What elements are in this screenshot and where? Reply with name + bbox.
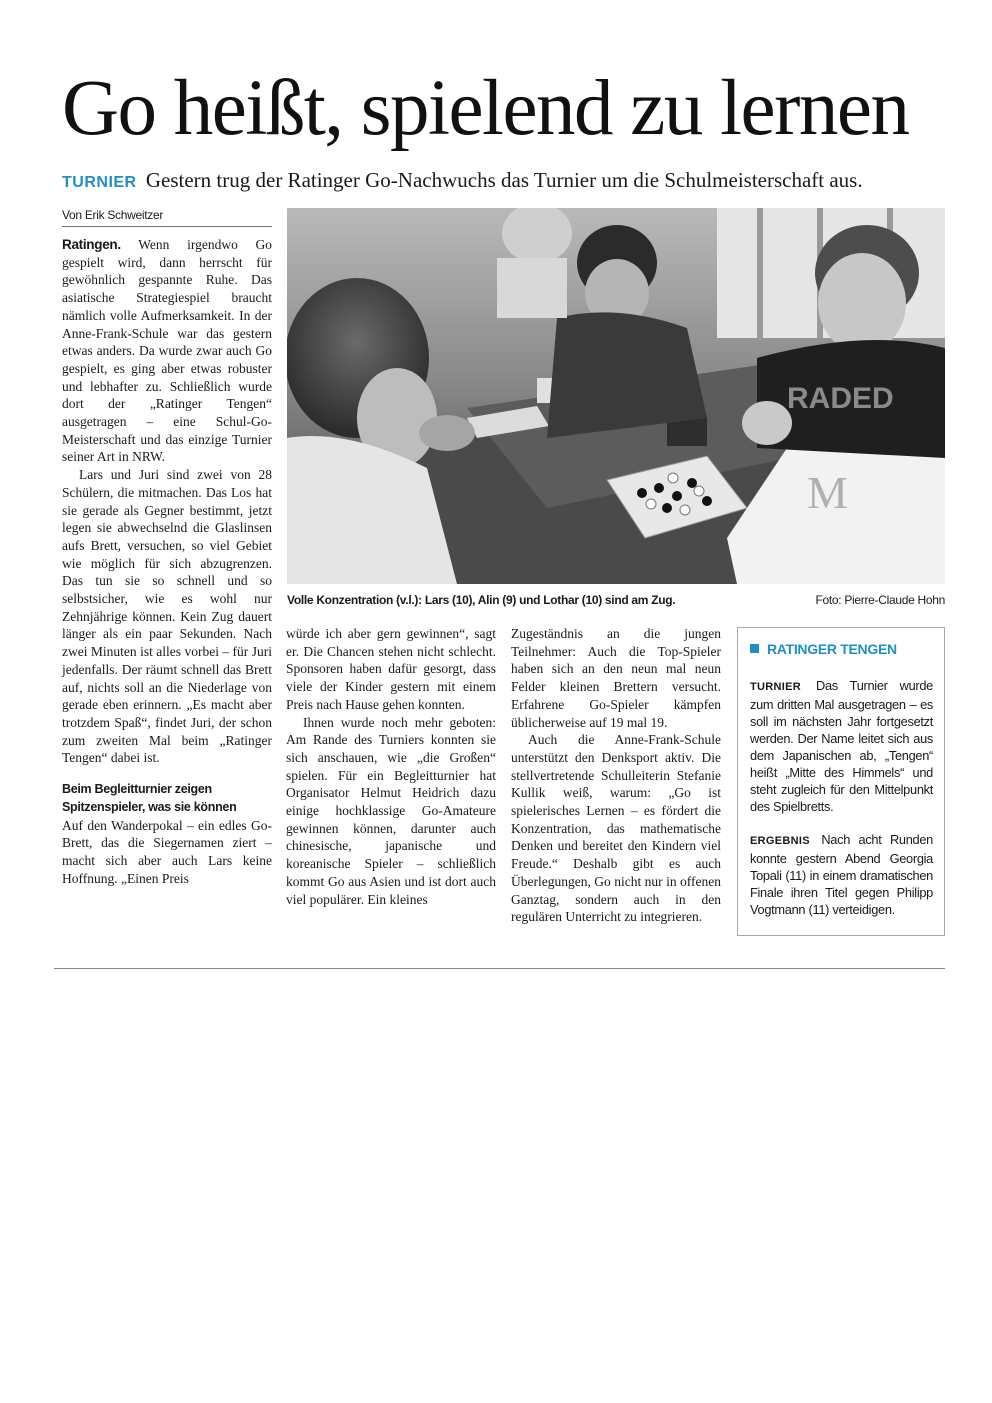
article-paragraph-3-start: Auf den Wanderpokal – ein edles Go-Brett, das die Siegernamen ziert – macht sich aber auch Lars keine Hoffnung. „Einen Preis (62, 817, 272, 886)
svg-text:RADED: RADED (787, 382, 894, 415)
article-column-1 (62, 236, 272, 887)
article-paragraph-1: Wenn irgendwo Go gespielt wird, dann herrscht für gewöhnlich gespannte Ruhe. Das asiatische Strategiespiel braucht nämlich volle Aufmerksamkeit. In der Anne-Frank-Schule war das gestern etwas anders. Da wurde zwar auch Go gespielt, es ging aber etwas robuster und lebhafter zu. Schließlich wurde dort der „Ratinger Tengen“ ausgetragen – eine Schul-Go-Meisterschaft und das einzige Turnier seiner Art in NRW. (62, 237, 272, 465)
info-box-text: Das Turnier wurde zum dritten Mal ausgetragen – es soll im nächsten Jahr fortgesetzt werden. Der Name leitet sich aus dem Japanischen ab, „Tengen“ heißt „Mitte des Himmels“ und steht zugleich für den Mittelpunkt des Spielbretts. (750, 678, 934, 814)
article-column-3 (511, 625, 721, 926)
article-paragraph-2: Lars und Juri sind zwei von 28 Schülern, die mitmachen. Das Los hat sie gerade als Gegner bestimmt, jetzt legen sie abwechselnd die Glaslinsen aufs Brett, versuchen, so viel Gebiet wie möglich für sich abzugrenzen. Das tun sie so schnell und so selbstsicher, wie es wohl nur Zehnjährige können. Kein Zug dauert länger als ein paar Sekunden. Nach zwei Minuten ist alles vorbei – für Juri jedenfalls. Der räumt schnell das Brett auf, nichts soll an die Niederlage von gerade eben erinnern. „Es macht aber trotzdem Spaß“, findet Juri, der schon zum zweiten Mal beim „Ratinger Tengen“ dabei ist. (62, 467, 272, 766)
square-bullet-icon (750, 644, 759, 653)
info-box-keyword: TURNIER (750, 681, 801, 693)
article-subheading: Beim Begleitturnier zeigen Spitzenspieler, was sie können (62, 782, 237, 814)
article-dateline: Ratingen. (62, 237, 121, 252)
info-box-title: RATINGER TENGEN (750, 640, 933, 658)
subline-kicker: TURNIER (62, 174, 137, 191)
headline: Go heißt, spielend zu lernen (62, 65, 909, 152)
photo-credit: Foto: Pierre-Claude Hohn (815, 593, 945, 607)
article-paragraph-4-end: Zugeständnis an die jungen Teilnehmer: Auch die Top-Spieler haben sich an den neun mal neun Felder kleinen Brettern versucht. Erfahrene Go-Spieler kämpfen üblicherweise auf 19 mal 19. (511, 626, 721, 730)
subline (62, 166, 962, 197)
article-photo (287, 208, 945, 584)
page-divider (54, 968, 945, 969)
info-box-keyword: ERGEBNIS (750, 835, 810, 847)
article-paragraph-3-end: würde ich aber gern gewinnen“, sagt er. Die Chancen stehen nicht schlecht. Sponsoren haben dafür gesorgt, dass viele der Kinder gestern mit einem Preis nach Hause gehen konnten. (286, 626, 496, 712)
photo-caption: Volle Konzentration (v.l.): Lars (10), Alin (9) und Lothar (10) sind am Zug. (287, 593, 676, 607)
article-paragraph-5: Auch die Anne-Frank-Schule unterstützt den Denksport aktiv. Die stellvertretende Schulleiterin Stefanie Kullik weiß, warum: „Go ist spielerisches Lernen – es fördert die Konzentration, das mathematische Denken und bereitet den Kindern viel Freude.“ Deshalb gibt es auch Überlegungen, Go nicht nur in offenen Ganztag, sondern auch in den regulären Unterricht zu integrieren. (511, 732, 721, 925)
svg-text:M: M (807, 467, 848, 518)
subline-text: Gestern trug der Ratinger Go-Nachwuchs das Turnier um die Schulmeisterschaft aus. (145, 168, 863, 192)
article-paragraph-4-start: Ihnen wurde noch mehr geboten: Am Rande des Turniers konnten sie sich anschauen, wie „die Großen“ spielen. Für ein Begleitturnier hat Organisator Helmut Heidrich dazu einige hochklassige Go-Amateure gewinnen können, darunter auch chinesische, japanische und koreanische Spieler – schließlich kommt Go aus Asien und ist dort auch viel populärer. Ein kleines (286, 714, 496, 907)
info-box (737, 627, 945, 936)
info-box-item (750, 831, 933, 918)
article-column-2 (286, 625, 496, 908)
info-box-text: Nach acht Runden konnte gestern Abend Georgia Topali (11) in einem dramatischen Finale ihren Titel gegen Philipp Vogtmann (11) verteidigen. (750, 832, 933, 917)
photo-caption-bar (287, 592, 945, 608)
photo-illustration (287, 208, 945, 584)
byline: Von Erik Schweitzer (62, 207, 272, 227)
info-box-item (750, 677, 933, 815)
